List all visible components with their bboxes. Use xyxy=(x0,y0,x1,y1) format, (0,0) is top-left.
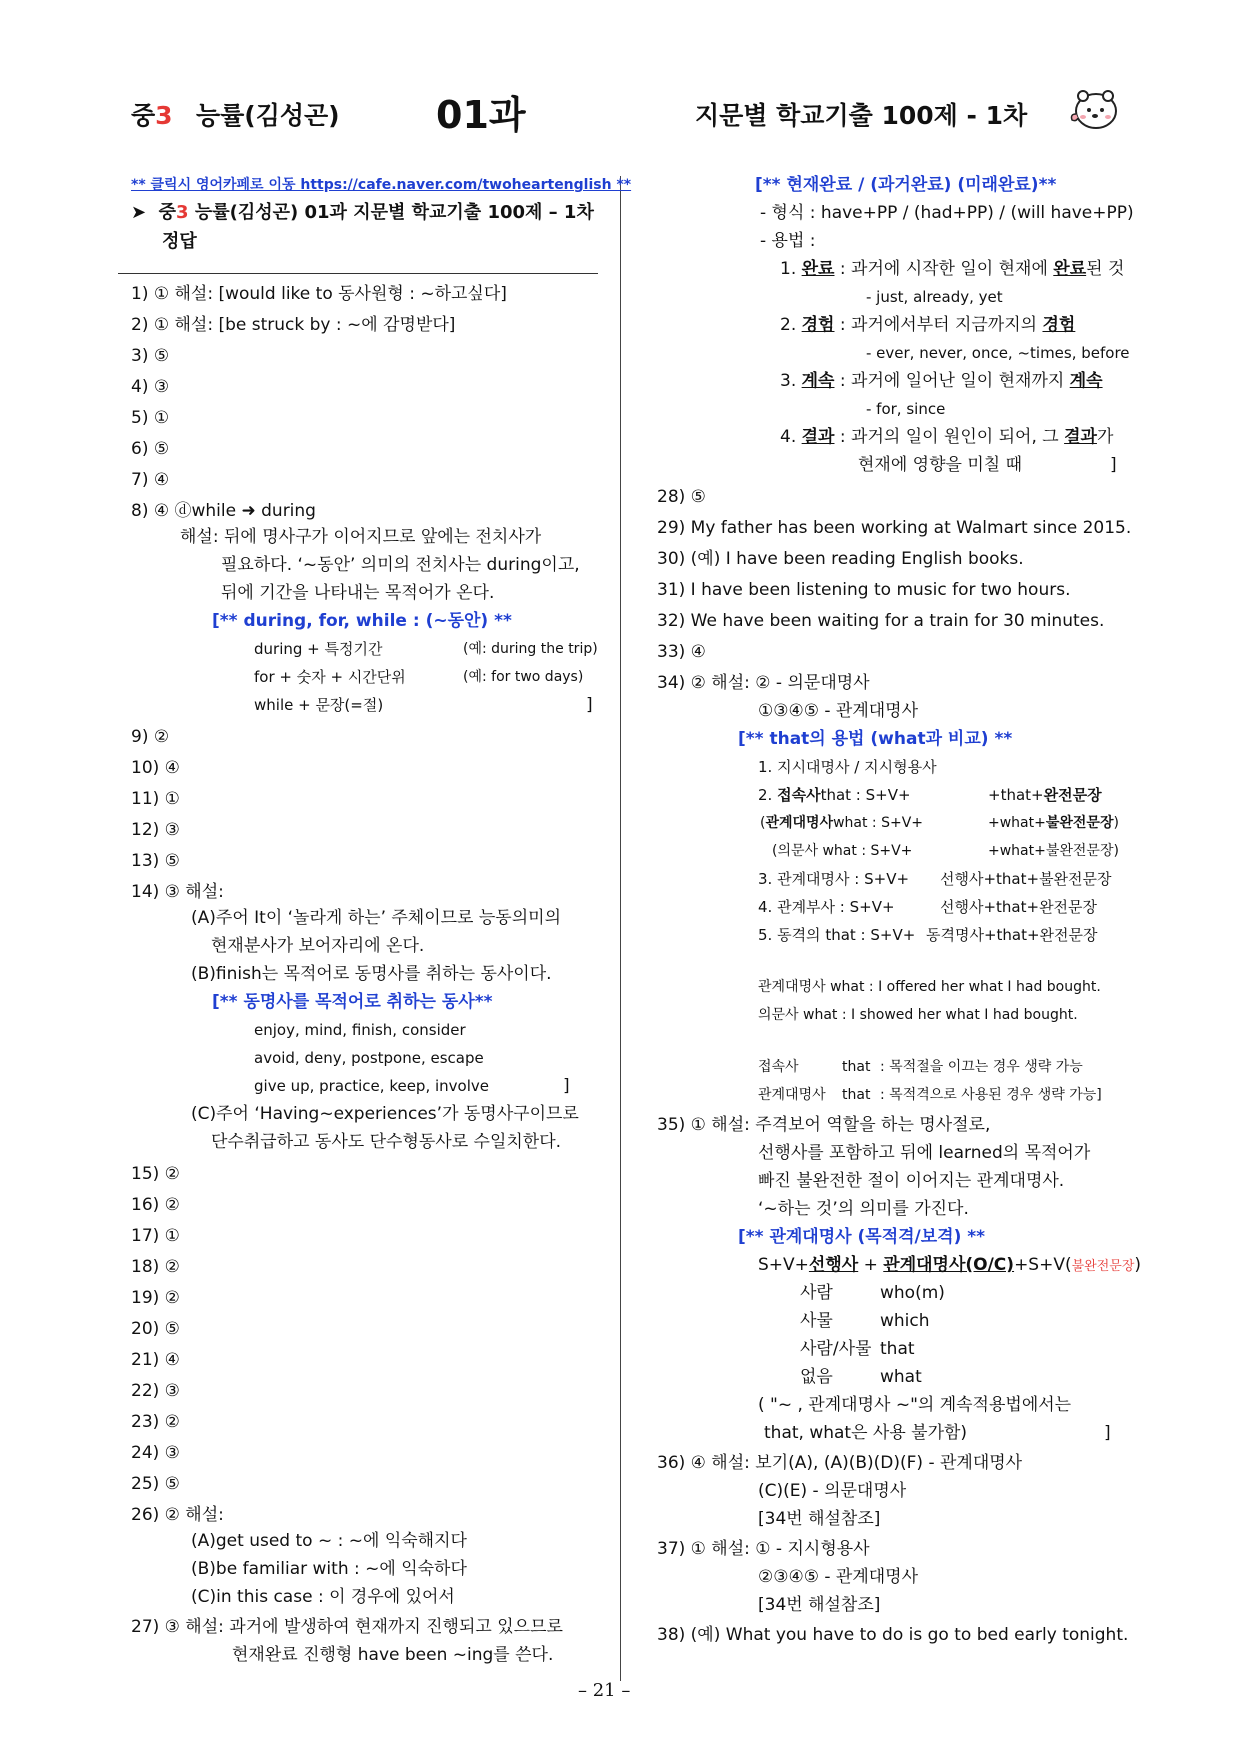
answer-line: 21) ④ xyxy=(131,1350,180,1370)
answer-line: 7) ④ xyxy=(131,470,170,490)
answer-line: 14) ③ 해설: xyxy=(131,882,224,902)
grammar-box-title: [** 동명사를 목적어로 취하는 동사** xyxy=(212,992,493,1012)
answer-line: 17) ① xyxy=(131,1226,180,1246)
explanation-line: (A)주어 It이 ‘놀라게 하는’ 주체이므로 능동의미의 xyxy=(191,908,561,928)
page-title: 지문별 학교기출 100제 - 1차 xyxy=(695,101,1028,130)
answer-line: 8) ④ ⓓwhile ➜ during xyxy=(131,501,316,521)
answer-line: 1) ① 해설: [would like to 동사원형 : ~하고싶다] xyxy=(131,284,507,304)
table-cell: what xyxy=(880,1367,922,1387)
grammar-box-title: [** 관계대명사 (목적격/보격) ** xyxy=(738,1227,986,1247)
answer-line: 27) ③ 해설: 과거에 발생하여 현재까지 진행되고 있으므로 xyxy=(131,1617,563,1637)
grammar-note: 현재에 영향을 미칠 때 xyxy=(858,455,1023,475)
bracket-close: ] xyxy=(586,695,593,715)
explanation-line: 뒤에 기간을 나타내는 목적어가 온다. xyxy=(221,583,495,603)
answer-line: 38) (예) What you have to do is go to bed early tonight. xyxy=(657,1625,1129,1645)
answer-line: 3) ⑤ xyxy=(131,346,170,366)
answer-line: 2) ① 해설: [be struck by : ~에 감명받다] xyxy=(131,315,456,335)
grammar-line: 선행사+that+완전문장 xyxy=(940,898,1098,916)
answer-line: 19) ② xyxy=(131,1288,180,1308)
answer-line: 28) ⑤ xyxy=(657,487,706,507)
grammar-usage: 2. 경험 : 과거에서부터 지금까지의 경험 xyxy=(780,315,1076,335)
grammar-line: ( "~ , 관계대명사 ~"의 계속적용법에서는 xyxy=(758,1395,1072,1415)
grammar-line: 동격명사+that+완전문장 xyxy=(926,926,1098,944)
bracket-close: ] xyxy=(563,1076,570,1096)
answer-line: 25) ⑤ xyxy=(131,1474,180,1494)
textbook-label: 능률(김성곤) xyxy=(196,101,340,130)
grammar-line: +that+완전문장 xyxy=(988,786,1102,804)
explanation-line: (C)(E) - 의문대명사 xyxy=(758,1481,907,1501)
explanation-line: (C)in this case : 이 경우에 있어서 xyxy=(191,1587,455,1607)
grammar-usage: 3. 계속 : 과거에 일어난 일이 현재까지 계속 xyxy=(780,371,1103,391)
grammar-row: while + 문장(=절) xyxy=(254,696,384,714)
explanation-line: [34번 해설참조] xyxy=(758,1509,881,1529)
answer-line: 26) ② 해설: xyxy=(131,1505,224,1525)
explanation-line: ①③④⑤ - 관계대명사 xyxy=(758,701,919,721)
grammar-line: (관계대명사what : S+V+ xyxy=(760,815,924,831)
explanation-line: 현재분사가 보어자리에 온다. xyxy=(211,936,425,956)
grammar-line: S+V+선행사 + 관계대명사(O/C)+S+V(불완전문장) xyxy=(758,1255,1142,1275)
bracket-close: ] xyxy=(1110,455,1117,475)
answer-line: 32) We have been waiting for a train for 30 minutes. xyxy=(657,611,1105,631)
grammar-line: - 용법 : xyxy=(760,231,816,251)
grammar-line: (의문사 what : S+V+ xyxy=(772,843,913,859)
grammar-row: during + 특정기간 xyxy=(254,640,383,658)
cafe-link[interactable]: ** 클릭시 영어카페로 이동 https://cafe.naver.com/twoheartenglish ** xyxy=(131,177,632,193)
grammar-example: 의문사 what : I showed her what I had bought. xyxy=(758,1007,1078,1023)
page-number: – 21 – xyxy=(578,1680,631,1701)
grammar-usage: 4. 결과 : 과거의 일이 원인이 되어, 그 결과가 xyxy=(780,427,1114,447)
bracket-close: ] xyxy=(1104,1423,1111,1443)
explanation-line: 빠진 불완전한 절이 이어지는 관계대명사. xyxy=(758,1171,1065,1191)
answer-line: 4) ③ xyxy=(131,377,170,397)
grammar-note: - for, since xyxy=(866,400,946,418)
grammar-row: enjoy, mind, finish, consider xyxy=(254,1021,466,1039)
answer-line: 34) ② 해설: ② - 의문대명사 xyxy=(657,673,870,693)
grammar-line: 2. 접속사that : S+V+ xyxy=(758,786,911,804)
grammar-example: 관계대명사 xyxy=(758,1087,826,1103)
grammar-box-title: [** that의 용법 (what과 비교) ** xyxy=(738,729,1013,749)
explanation-line: 단수취급하고 동사도 단수형동사로 수일치한다. xyxy=(211,1132,562,1152)
answer-line: 18) ② xyxy=(131,1257,180,1277)
grammar-example: that xyxy=(842,1087,871,1103)
explanation-line: [34번 해설참조] xyxy=(758,1595,881,1615)
grammar-line: 선행사+that+불완전문장 xyxy=(940,870,1112,888)
explanation-line: (B)be familiar with : ~에 익숙하다 xyxy=(191,1559,467,1579)
cartoon-bear-icon xyxy=(1068,84,1122,139)
explanation-line: ‘~하는 것’의 의미를 가진다. xyxy=(758,1199,969,1219)
answer-line: 23) ② xyxy=(131,1412,180,1432)
explanation-line: (C)주어 ‘Having~experiences’가 동명사구이므로 xyxy=(191,1104,579,1124)
grammar-line: 5. 동격의 that : S+V+ xyxy=(758,926,916,944)
grade-label: 중3 xyxy=(131,101,173,130)
answer-line: 36) ④ 해설: 보기(A), (A)(B)(D)(F) - 관계대명사 xyxy=(657,1453,1023,1473)
table-cell: 사물 xyxy=(800,1311,833,1331)
grammar-note: - ever, never, once, ~times, before xyxy=(866,344,1130,362)
answer-line: 20) ⑤ xyxy=(131,1319,180,1339)
grammar-usage: 1. 완료 : 과거에 시작한 일이 현재에 완료된 것 xyxy=(780,259,1125,279)
grammar-line: 1. 지시대명사 / 지시형용사 xyxy=(758,758,937,776)
answer-line: 30) (예) I have been reading English books. xyxy=(657,549,1024,569)
answer-line: 5) ① xyxy=(131,408,170,428)
answer-line: 29) My father has been working at Walmart since 2015. xyxy=(657,518,1132,538)
table-cell: 사람/사물 xyxy=(800,1339,872,1359)
answer-line: 10) ④ xyxy=(131,758,180,778)
grammar-note: - just, already, yet xyxy=(866,288,1003,306)
answer-line: 13) ⑤ xyxy=(131,851,180,871)
answer-line: 31) I have been listening to music for two hours. xyxy=(657,580,1071,600)
table-cell: 사람 xyxy=(800,1283,833,1303)
explanation-line: 선행사를 포함하고 뒤에 learned의 목적어가 xyxy=(758,1143,1091,1163)
grammar-example: : 목적격으로 사용된 경우 생략 가능] xyxy=(880,1087,1102,1103)
grammar-example: (예: for two days) xyxy=(463,669,584,685)
lesson-label: 01과 xyxy=(436,93,526,137)
answer-line: 12) ③ xyxy=(131,820,180,840)
grammar-row: avoid, deny, postpone, escape xyxy=(254,1049,484,1067)
column-divider xyxy=(620,176,621,1681)
answer-line: 35) ① 해설: 주격보어 역할을 하는 명사절로, xyxy=(657,1115,991,1135)
answer-line: 6) ⑤ xyxy=(131,439,170,459)
answer-heading-2: 정답 xyxy=(162,231,197,252)
grammar-line: - 형식 : have+PP / (had+PP) / (will have+PP) xyxy=(760,203,1134,223)
answer-line: 37) ① 해설: ① - 지시형용사 xyxy=(657,1539,870,1559)
grammar-row: for + 숫자 + 시간단위 xyxy=(254,668,406,686)
grammar-box-title: [** 현재완료 / (과거완료) (미래완료)** xyxy=(755,175,1057,195)
answer-line: 16) ② xyxy=(131,1195,180,1215)
grammar-example: : 목적절을 이끄는 경우 생략 가능 xyxy=(880,1059,1083,1075)
grammar-example: 접속사 xyxy=(758,1059,799,1075)
explanation-line: ②③④⑤ - 관계대명사 xyxy=(758,1567,919,1587)
answer-line: 24) ③ xyxy=(131,1443,180,1463)
table-cell: which xyxy=(880,1311,930,1331)
answer-heading: ➤ 중3 능률(김성곤) 01과 지문별 학교기출 100제 – 1차 xyxy=(131,202,594,223)
explanation-line: (A)get used to ~ : ~에 익숙해지다 xyxy=(191,1531,467,1551)
explanation-line: 필요하다. ‘~동안’ 의미의 전치사는 during이고, xyxy=(221,555,580,575)
explanation-line: (B)finish는 목적어로 동명사를 취하는 동사이다. xyxy=(191,964,552,984)
explanation-line: 해설: 뒤에 명사구가 이어지므로 앞에는 전치사가 xyxy=(180,527,542,547)
table-cell: that xyxy=(880,1339,915,1359)
grammar-example: (예: during the trip) xyxy=(463,641,598,657)
answer-line: 33) ④ xyxy=(657,642,706,662)
answer-line: 9) ② xyxy=(131,727,170,747)
grammar-line: +what+불완전문장) xyxy=(988,843,1119,859)
table-cell: 없음 xyxy=(800,1367,833,1387)
explanation-line: 현재완료 진행형 have been ~ing를 쓴다. xyxy=(232,1645,554,1665)
grammar-row: give up, practice, keep, involve xyxy=(254,1077,489,1095)
grammar-example: 관계대명사 what : I offered her what I had bought. xyxy=(758,979,1101,995)
grammar-line: 4. 관계부사 : S+V+ xyxy=(758,898,895,916)
answer-line: 15) ② xyxy=(131,1164,180,1184)
heading-rule xyxy=(118,273,598,274)
grammar-line: 3. 관계대명사 : S+V+ xyxy=(758,870,910,888)
answer-line: 11) ① xyxy=(131,789,180,809)
grammar-line: +what+불완전문장) xyxy=(988,815,1119,831)
table-cell: who(m) xyxy=(880,1283,945,1303)
grammar-box-title: [** during, for, while : (~동안) ** xyxy=(212,611,512,631)
grammar-line: that, what은 사용 불가함) xyxy=(764,1423,968,1443)
grammar-example: that xyxy=(842,1059,871,1075)
answer-line: 22) ③ xyxy=(131,1381,180,1401)
